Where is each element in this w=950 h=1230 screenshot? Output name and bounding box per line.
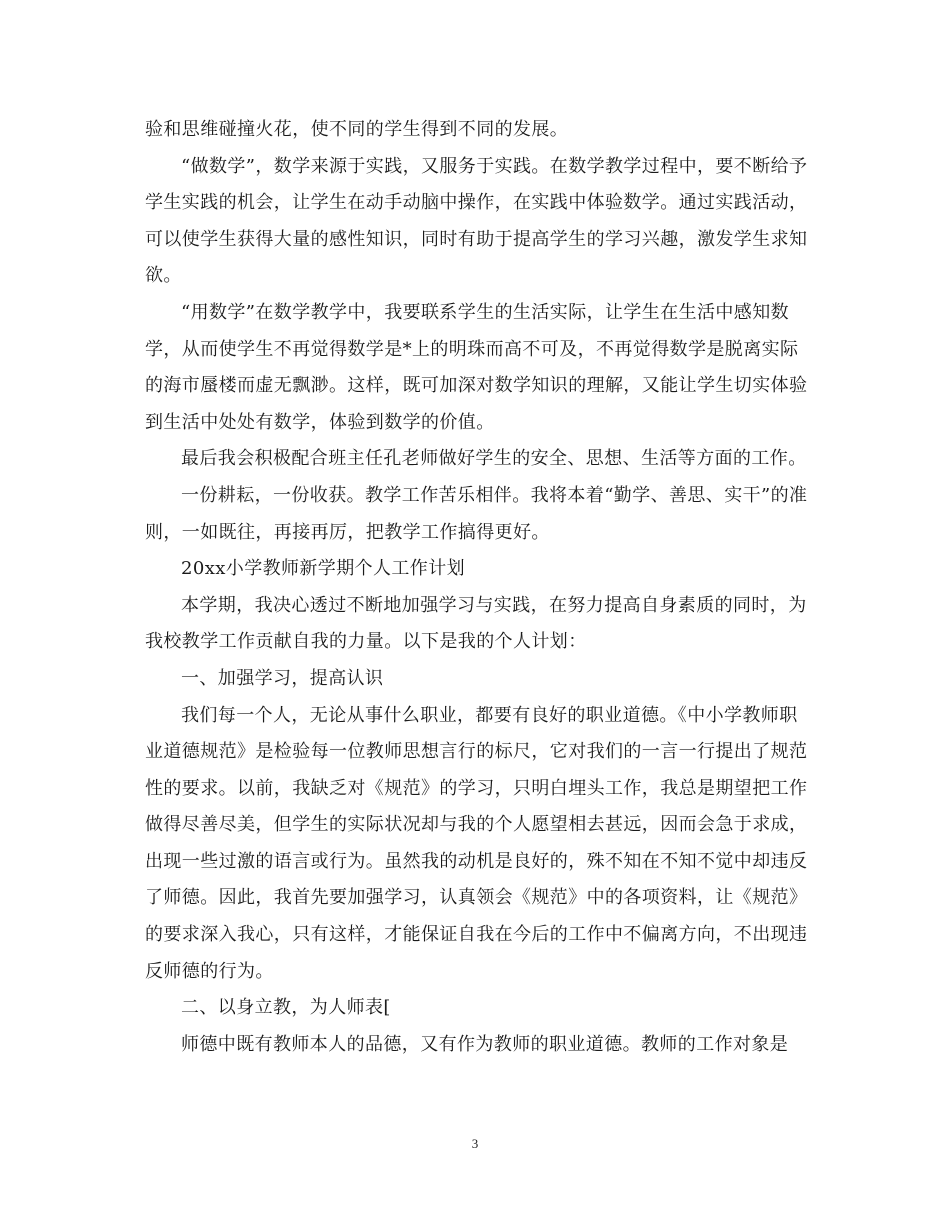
heading-one: 一、加强学习，提高认识 — [181, 667, 384, 689]
paragraph-ethics: 我们每一个人，无论从事什么职业，都要有良好的职业道德。《中小学教师职业道德规范》是检验每一位教师思想言行的标尺，它对我们的一言一行提出了规范性的要求。以前，我缺乏对《规范》的学习，只明白埋头工作，我总是期望把工作做得尽善尽美，但学生的实际状况却与我的个人愿望相去甚远，因而会急于求成，出现一些过激的语言或行为。虽然我的动机是良好的，殊不知在不知不觉中却违反了师德。因此，我首先要加强学习，认真领会《规范》中的各项资料，让《规范》的要求深入我心，只有这样，才能保证自我在今后的工作中不偏离方向，不出现违反师德的行为。 — [145, 704, 808, 982]
paragraph-intro: 本学期，我决心透过不断地加强学习与实践，在努力提高自身素质的同时，为我校教学工作贡献自我的力量。以下是我的个人计划： — [145, 594, 807, 653]
paragraph-doing-math: “做数学”，数学来源于实践，又服务于实践。在数学教学过程中，要不断给予学生实践的机会，让学生在动手动脑中操作，在实践中体验数学。通过实践活动，可以使学生获得大量的感性知识，同时有助于提高学生的学习兴趣，激发学生求知欲。 — [145, 155, 808, 287]
document-body — [145, 112, 810, 1063]
section-title: 20xx小学教师新学期个人工作计划 — [181, 558, 466, 580]
page-number: 3 — [471, 1136, 479, 1151]
paragraph-cooperation: 最后我会积极配合班主任孔老师做好学生的安全、思想、生活等方面的工作。 — [181, 448, 807, 470]
heading-two: 二、以身立教，为人师表[ — [181, 997, 391, 1019]
paragraph-using-math: “用数学”在数学教学中，我要联系学生的生活实际，让学生在生活中感知数学，从而使学生不再觉得数学是*上的明珠而高不可及，不再觉得数学是脱离实际的海市蜃楼而虚无飘渺。这样，既可加深对数学知识的理解，又能让学生切实体验到生活中处处有数学，体验到数学的价值。 — [145, 301, 808, 433]
paragraph-continuation: 验和思维碰撞火花，使不同的学生得到不同的发展。 — [145, 119, 569, 140]
paragraph-conclusion: 一份耕耘，一份收获。教学工作苦乐相伴。我将本着“勤学、善思、实干”的准则，一如既往，再接再厉，把教学工作搞得更好。 — [145, 484, 808, 543]
paragraph-teacher-morality: 师德中既有教师本人的品德，又有作为教师的职业道德。教师的工作对象是 — [181, 1033, 789, 1055]
